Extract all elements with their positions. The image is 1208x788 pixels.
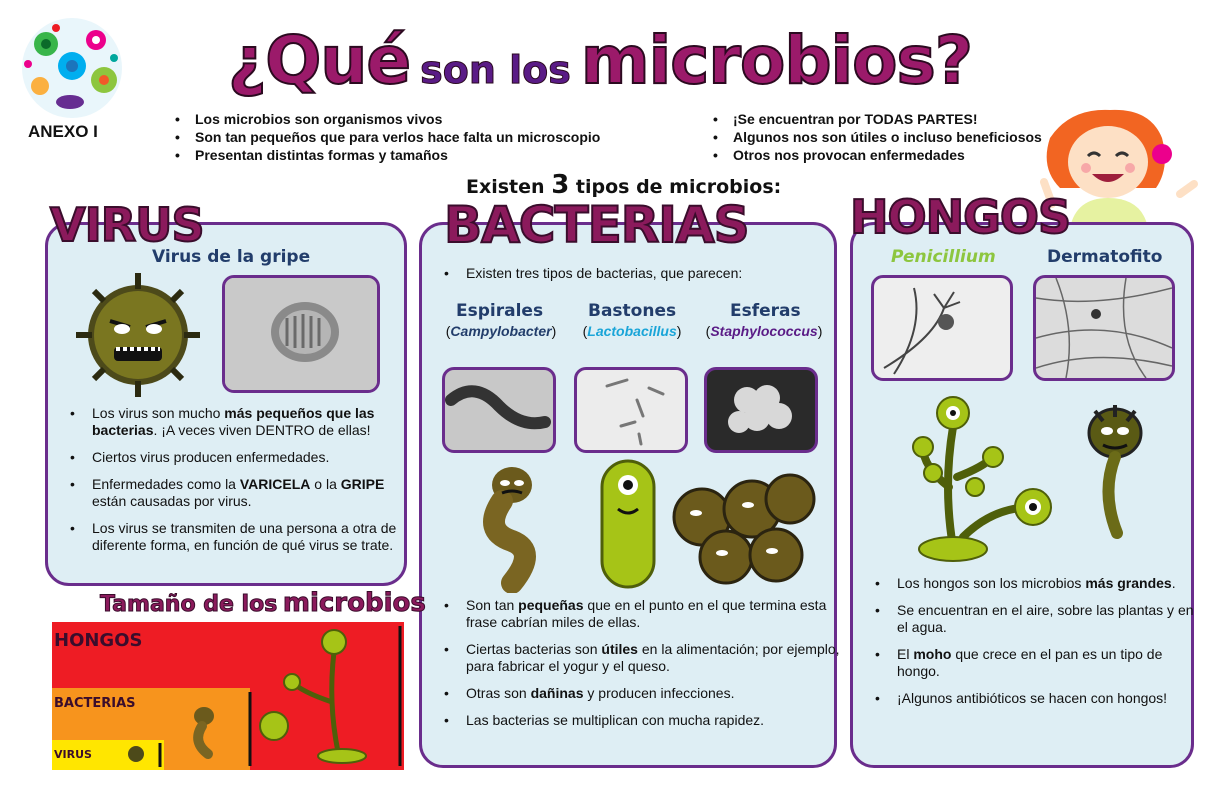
list-item: • Las bacterias se multiplican con mucha rapidez. xyxy=(466,712,846,729)
virus-facts xyxy=(66,405,410,564)
spiral-bacteria-character xyxy=(472,461,552,598)
list-item: • ¡Algunos antibióticos se hacen con hongos! xyxy=(897,690,1205,707)
fungi-panel xyxy=(850,222,1194,768)
sphere-micrograph xyxy=(704,367,818,453)
list-item: • Ciertas bacterias son útiles en la alimentación; por ejemplo, para fabricar el yogur y el queso. xyxy=(466,641,846,675)
rod-micrograph xyxy=(574,367,688,453)
list-item: • Presentan distintas formas y tamaños xyxy=(195,146,600,164)
type-sphere: Esferas xyxy=(730,301,801,321)
list-item: • Enfermedades como la VARICELA o la GRIPE están causadas por virus. xyxy=(92,476,410,510)
list-item: • Son tan pequeñas que en el punto en el que termina esta frase cabrían miles de ellas. xyxy=(466,597,846,631)
list-item: • Otras son dañinas y producen infecciones. xyxy=(466,685,846,702)
list-item: • Otros nos provocan enfermedades xyxy=(733,146,1042,164)
intro-list-left xyxy=(175,110,600,164)
list-item: • Ciertos virus producen enfermedades. xyxy=(92,449,410,466)
list-item: • Se encuentran en el aire, sobre las plantas y en el agua. xyxy=(897,602,1205,636)
list-item: • ¡Se encuentran por TODAS PARTES! xyxy=(733,110,1042,128)
existen-number: 3 xyxy=(551,170,570,200)
bacteria-title: BACTERIAS xyxy=(444,196,749,254)
list-item: • Existen tres tipos de bacterias, que parecen: xyxy=(466,265,846,282)
existen-text: Existen xyxy=(466,176,545,198)
hongos-label: HONGOS xyxy=(54,630,143,651)
microbes-logo xyxy=(16,14,128,122)
list-item: • Los virus se transmiten de una persona a otra de diferente forma, en función de qué virus se trate. xyxy=(92,520,410,554)
rod-bacteria-character xyxy=(588,455,668,600)
type-rod: Bastones xyxy=(588,301,677,321)
bacterias-label: BACTERIAS xyxy=(54,696,136,711)
existen-tail: tipos de microbios: xyxy=(575,176,782,198)
bacteria-intro xyxy=(440,265,846,292)
virus-title: VIRUS xyxy=(50,198,204,252)
fungus-character-green xyxy=(883,387,1063,572)
virus-panel xyxy=(45,222,407,586)
dermatofito-subtitle: Dermatofito xyxy=(1047,247,1163,267)
type-rod-sci: (Lactobacillus) xyxy=(582,323,682,339)
list-item: • El moho que crece en el pan es un tipo de hongo. xyxy=(897,646,1205,680)
penicillium-micrograph xyxy=(871,275,1013,381)
type-sphere-sci: (Staphylococcus) xyxy=(705,323,823,339)
flu-virus-micrograph xyxy=(222,275,380,393)
fungus-character-dark xyxy=(1081,403,1151,560)
annex-label: ANEXO I xyxy=(28,122,98,141)
title-microbios: microbios? xyxy=(580,22,973,99)
list-item: • Los hongos son los microbios más grandes. xyxy=(897,575,1205,592)
spiral-micrograph xyxy=(442,367,556,453)
sphere-bacteria-character xyxy=(668,469,818,594)
size-chart-title: Tamaño de los microbios xyxy=(100,588,426,618)
type-spiral: Espirales xyxy=(456,301,544,321)
title-que: ¿Qué xyxy=(228,22,411,99)
dermatofito-micrograph xyxy=(1033,275,1175,381)
list-item: • Son tan pequeños que para verlos hace falta un microscopio xyxy=(195,128,600,146)
list-item: • Los microbios son organismos vivos xyxy=(195,110,600,128)
virus-label: VIRUS xyxy=(54,748,92,761)
list-item: • Algunos nos son útiles o incluso beneficiosos xyxy=(733,128,1042,146)
page-title xyxy=(228,22,972,112)
fungi-facts xyxy=(871,575,1205,717)
size-comparison-chart xyxy=(52,622,404,770)
title-son-los: son los xyxy=(420,48,571,92)
penicillium-subtitle: Penicillium xyxy=(891,247,996,267)
list-item: • Los virus son mucho más pequeños que las bacterias. ¡A veces viven DENTRO de ellas! xyxy=(92,405,410,439)
intro-list-right xyxy=(713,110,1042,164)
virus-subtitle: Virus de la gripe xyxy=(152,247,311,267)
fungi-title: HONGOS xyxy=(850,190,1071,244)
bacteria-panel xyxy=(419,222,840,768)
bacteria-facts xyxy=(440,597,846,739)
flu-virus-illustration xyxy=(68,269,208,406)
type-spiral-sci: (Campylobacter) xyxy=(445,323,557,339)
